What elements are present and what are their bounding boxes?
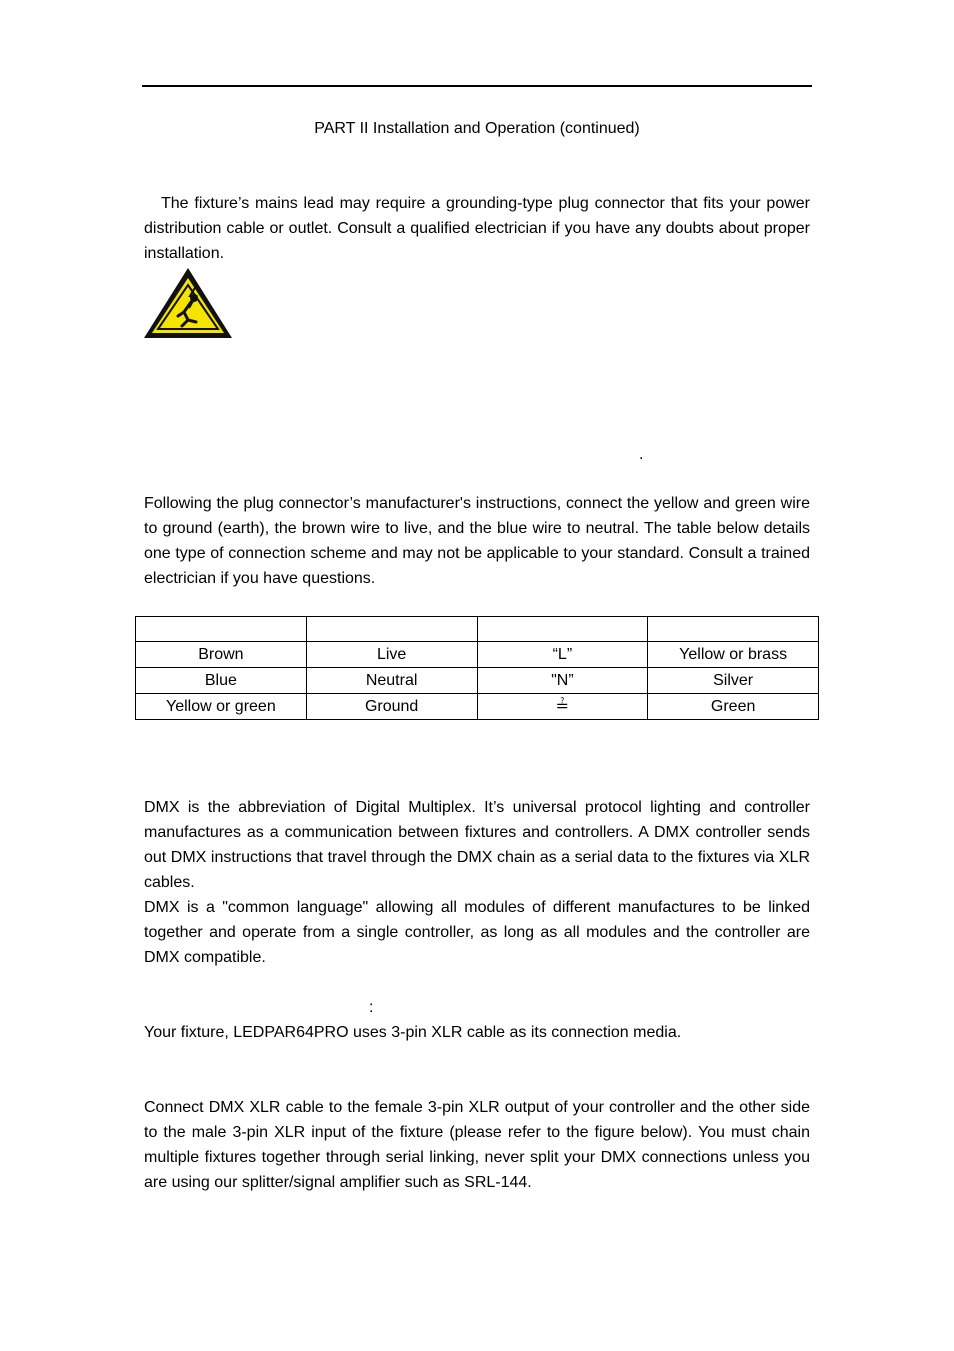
table-cell: "N” xyxy=(477,668,648,694)
header-cell xyxy=(306,617,477,642)
table-row xyxy=(136,668,819,694)
ground-symbol-cell: ≟ xyxy=(477,694,648,720)
stray-period: . xyxy=(639,446,644,463)
cable-paragraph: Your fixture, LEDPAR64PRO uses 3-pin XLR cable as its connection media. xyxy=(144,1024,682,1041)
stray-colon: : xyxy=(369,999,374,1016)
dmx-language-paragraph: DMX is a "common language" allowing all modules of different manufactures to be linked together and operate from a single controller, as long as all modules and the controller are DMX compatible. xyxy=(144,899,810,966)
table-header-row xyxy=(136,617,819,642)
wiring-table xyxy=(135,616,819,720)
table-cell: Blue xyxy=(136,668,307,694)
dmx-intro-paragraph: DMX is the abbreviation of Digital Multiplex. It’s universal protocol lighting and controller manufactures as a communication between fixtures and controllers. A DMX controller sends out DMX instructions that travel through the DMX chain as a serial data to the fixtures via XLR cables. xyxy=(144,799,810,891)
table-cell: Live xyxy=(306,642,477,668)
table-cell: Yellow or green xyxy=(136,694,307,720)
table-cell: “L” xyxy=(477,642,648,668)
header-rule xyxy=(142,85,812,87)
header-cell xyxy=(477,617,648,642)
table-cell: Brown xyxy=(136,642,307,668)
table-cell: Ground xyxy=(306,694,477,720)
table-cell: Green xyxy=(648,694,819,720)
connect-paragraph: Connect DMX XLR cable to the female 3-pin XLR output of your controller and the other side to the male 3-pin XLR input of the fixture (please refer to the figure below). You must chain multiple fixtures together through serial linking, never split your DMX connections unless you are using our splitter/signal amplifier such as SRL-144. xyxy=(144,1099,810,1191)
table-cell: Neutral xyxy=(306,668,477,694)
wiring-paragraph: Following the plug connector’s manufacturer's instructions, connect the yellow and green wire to ground (earth), the brown wire to live, and the blue wire to neutral. The table below details one type of connection scheme and may not be applicable to your standard. Consult a trained electrician if you have questions. xyxy=(144,495,810,587)
header-cell xyxy=(648,617,819,642)
table-row xyxy=(136,642,819,668)
table-cell: Yellow or brass xyxy=(648,642,819,668)
plug-paragraph: The fixture’s mains lead may require a grounding-type plug connector that fits your power distribution cable or outlet. Consult a qualified electrician if you have any doubts about proper installation. xyxy=(144,195,810,262)
header-cell xyxy=(136,617,307,642)
electric-shock-warning-icon xyxy=(144,266,234,340)
table-cell: Silver xyxy=(648,668,819,694)
table-row xyxy=(136,694,819,720)
page-header-title: PART II Installation and Operation (continued) xyxy=(314,120,640,137)
